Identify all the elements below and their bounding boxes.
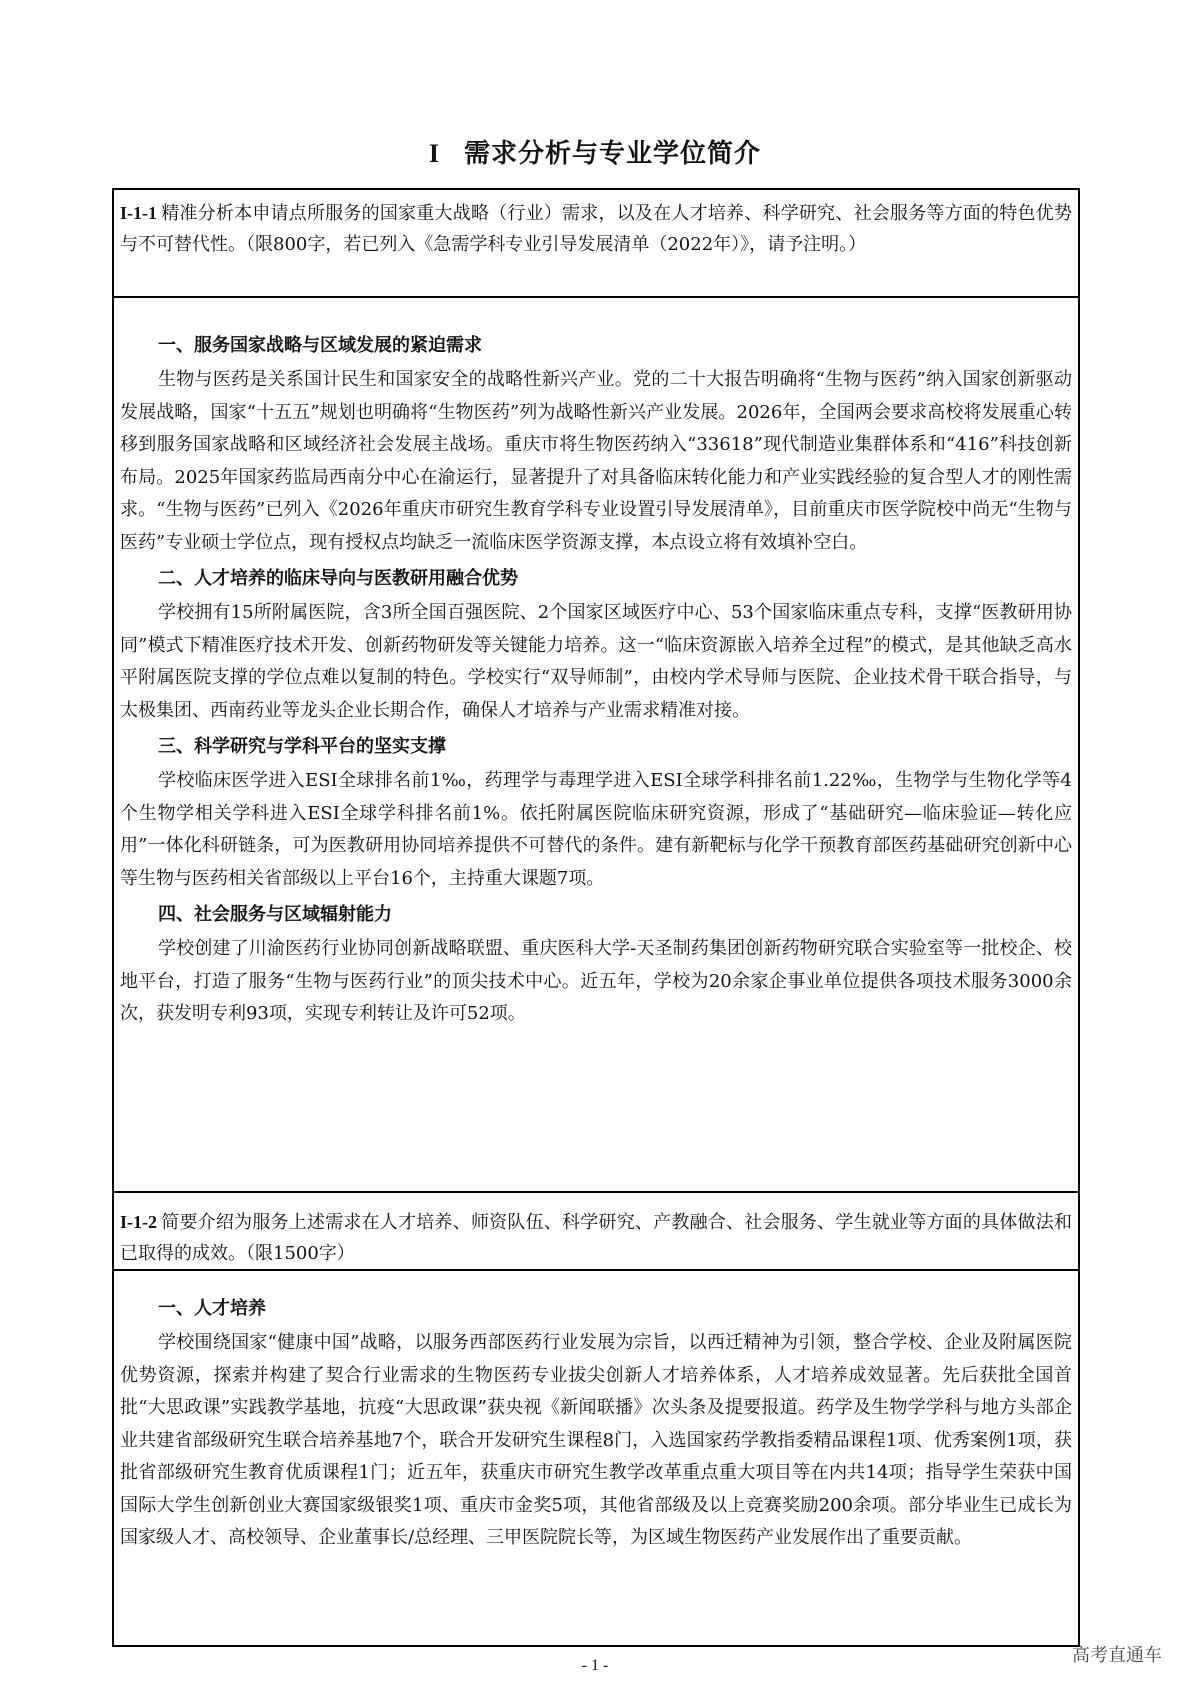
page-number: - 1 - [581, 1657, 609, 1674]
section-prompt-text-1: 精准分析本申请点所服务的国家重大战略（行业）需求，以及在人才培养、科学研究、社会服务等方面的特色优势与不可替代性。（限800字，若已列入《急需学科专业引导发展清单（2022年）》，请予注明。） [120, 203, 1072, 255]
section-box-2 [112, 1193, 1080, 1647]
block-heading: 三、科学研究与学科平台的坚实支撑 [158, 736, 446, 757]
block-paragraph: 学校临床医学进入ESI全球排名前1‰，药理学与毒理学进入ESI全球学科排名前1.22‰，生物学与生物化学等4个生物学相关学科进入ESI全球学科排名前1%。依托附属医院临床研究资源，形成了“基础研究—临床验证—转化应用”一体化科研链条，可为医教研用协同培养提供不可替代的条件。建有新靶标与化学干预教育部医药基础研究创新中心等生物与医药相关省部级以上平台16个，主持重大课题7项。 [120, 770, 1072, 889]
section-content-2 [114, 1271, 1078, 1555]
section-code-2: I-1-2 [120, 1212, 157, 1232]
section-prompt-text-2: 简要介绍为服务上述需求在人才培养、师资队伍、科学研究、产教融合、社会服务、学生就业等方面的具体做法和已取得的成效。（限1500字） [120, 1212, 1072, 1264]
block-paragraph: 学校围绕国家“健康中国”战略，以服务西部医药行业发展为宗旨，以西迁精神为引领，整合学校、企业及附属医院优势资源，探索并构建了契合行业需求的生物医药专业拔尖创新人才培养体系，人才培养成效显著。先后获批全国首批“大思政课”实践教学基地，抗疫“大思政课”获央视《新闻联播》次头条及提要报道。药学及生物学学科与地方头部企业共建省部级研究生联合培养基地7个，联合开发研究生课程8门，入选国家药学教指委精品课程1项、优秀案例1项，获批省部级研究生教育优质课程1门；近五年，获重庆市研究生教学改革重点重大项目等在内共14项；指导学生荣获中国国际大学生创新创业大赛国家级银奖1项、重庆市金奖5项，其他省部级及以上竞赛奖励200余项。部分毕业生已成长为国家级人才、高校领导、企业董事长/总经理、三甲医院院长等，为区域生物医药产业发展作出了重要贡献。 [120, 1332, 1072, 1548]
block-paragraph: 生物与医药是关系国计民生和国家安全的战略性新兴产业。党的二十大报告明确将“生物与医药”纳入国家创新驱动发展战略，国家“十五五”规划也明确将“生物医药”列为战略性新兴产业发展。2026年，全国两会要求高校将发展重心转移到服务国家战略和区域经济社会发展主战场。重庆市将生物医药纳入“33618”现代制造业集群体系和“416”科技创新布局。2025年国家药监局西南分中心在渝运行，显著提升了对具备临床转化能力和产业实践经验的复合型人才的刚性需求。“生物与医药”已列入《2026年重庆市研究生教育学科专业设置引导发展清单》，目前重庆市医学院校中尚无“生物与医药”专业硕士学位点，现有授权点均缺乏一流临床医学资源支撑，本点设立将有效填补空白。 [120, 369, 1072, 553]
section-prompt-1 [114, 190, 1078, 298]
block-heading: 一、人才培养 [158, 1298, 266, 1319]
page-title [0, 136, 1190, 172]
block-heading: 一、服务国家战略与区域发展的紧迫需求 [158, 335, 482, 356]
title-number: I [428, 139, 441, 168]
section-prompt-2 [114, 1193, 1078, 1271]
block-paragraph: 学校创建了川渝医药行业协同创新战略联盟、重庆医科大学-天圣制药集团创新药物研究联合实验室等一批校企、校地平台，打造了服务“生物与医药行业”的顶尖技术中心。近五年，学校为20余家企事业单位提供各项技术服务3000余次，获发明专利93项，实现专利转让及许可52项。 [120, 938, 1072, 1024]
block-paragraph: 学校拥有15所附属医院，含3所全国百强医院、2个国家区域医疗中心、53个国家临床重点专科，支撑“医教研用协同”模式下精准医疗技术开发、创新药物研发等关键能力培养。这一“临床资源嵌入培养全过程”的模式，是其他缺乏高水平附属医院支撑的学位点难以复制的特色。学校实行“双导师制”，由校内学术导师与医院、企业技术骨干联合指导，与太极集团、西南药业等龙头企业长期合作，确保人才培养与产业需求精准对接。 [120, 602, 1072, 721]
block-heading: 二、人才培养的临床导向与医教研用融合优势 [158, 568, 518, 589]
block-heading: 四、社会服务与区域辐射能力 [158, 904, 392, 925]
section-code-1: I-1-1 [120, 203, 157, 223]
title-text: 需求分析与专业学位简介 [464, 139, 762, 169]
watermark-text: 高考直通车 [1072, 1645, 1162, 1666]
section-content-1 [114, 298, 1078, 1031]
section-box-1 [112, 188, 1080, 1193]
